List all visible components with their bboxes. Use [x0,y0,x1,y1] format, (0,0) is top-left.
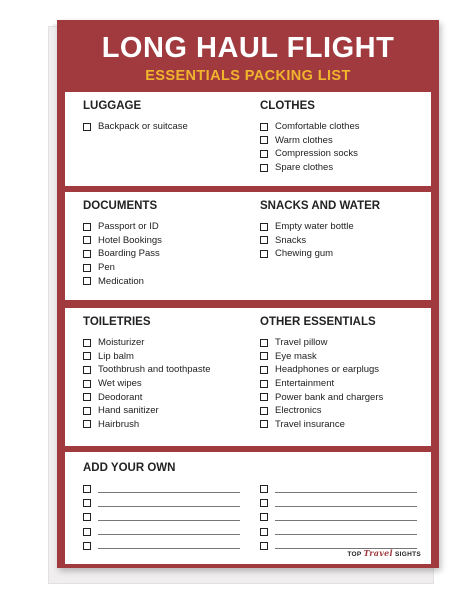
checkbox[interactable] [83,380,91,388]
write-in-line[interactable] [275,520,417,521]
checkbox[interactable] [260,136,268,144]
section-column [260,316,430,431]
checklist-item-label: Snacks [275,234,307,246]
section-panel [65,308,431,446]
checklist-item [83,274,255,288]
checklist-item [83,350,255,364]
section-column [83,100,255,134]
checklist-item [83,418,255,432]
checklist-item-label: Deodorant [98,391,143,403]
section-column [83,200,255,288]
section-panel [65,92,431,186]
checkbox[interactable] [83,513,91,521]
checkbox[interactable] [260,393,268,401]
checkbox[interactable] [260,150,268,158]
checklist-item-label: Comfortable clothes [275,121,360,133]
checkbox[interactable] [83,352,91,360]
checklist-item [83,220,255,234]
page-title: LONG HAUL FLIGHT [101,32,395,64]
brand-suffix: SIGHTS [395,551,421,558]
blank-checklist-row [260,510,430,524]
checklist-item-label: Travel pillow [275,337,328,349]
blank-checklist-row [260,482,430,496]
checkbox[interactable] [83,277,91,285]
checklist-item [83,120,255,134]
checkbox[interactable] [260,339,268,347]
blank-checklist-row [260,496,430,510]
checkbox[interactable] [83,223,91,231]
checkbox[interactable] [83,250,91,258]
brand-prefix: TOP [347,551,362,558]
checklist-item-label: Headphones or earplugs [275,364,380,376]
section-column [260,200,430,261]
blank-checklist-row [260,525,430,539]
checkbox[interactable] [83,339,91,347]
section-heading-add-your-own: ADD YOUR OWN [83,462,176,474]
checklist-item-label: Hairbrush [98,418,140,430]
blank-checklist-row [83,525,255,539]
blank-checklist-row [83,510,255,524]
checkbox[interactable] [260,420,268,428]
checklist-item [260,377,430,391]
section-column [260,100,430,174]
checklist-item-label: Spare clothes [275,162,334,174]
checkbox[interactable] [83,528,91,536]
checkbox[interactable] [83,264,91,272]
checklist-item-label: Boarding Pass [98,248,160,260]
checklist-item [83,377,255,391]
write-in-line[interactable] [275,492,417,493]
checklist-item-label: Warm clothes [275,134,333,146]
checklist-item [83,363,255,377]
checkbox[interactable] [260,352,268,360]
checkbox[interactable] [260,164,268,172]
checklist-item-label: Power bank and chargers [275,391,384,403]
checklist-item-label: Empty water bottle [275,221,354,233]
checklist-item-label: Chewing gum [275,248,334,260]
checkbox[interactable] [260,528,268,536]
checklist-item-label: Hotel Bookings [98,234,162,246]
checklist-item [83,261,255,275]
add-your-own-panel [65,452,431,564]
checkbox[interactable] [83,407,91,415]
checklist-item [83,247,255,261]
checkbox[interactable] [83,499,91,507]
checklist-item [83,336,255,350]
checkbox[interactable] [260,250,268,258]
write-in-line[interactable] [98,492,240,493]
write-in-line[interactable] [98,534,240,535]
checkbox[interactable] [260,513,268,521]
checklist-item-label: Passport or ID [98,221,159,233]
checklist-item-label: Lip balm [98,350,134,362]
checkbox[interactable] [83,366,91,374]
checklist-item [260,363,430,377]
checklist-item-label: Moisturizer [98,337,145,349]
checkbox[interactable] [83,393,91,401]
checkbox[interactable] [83,485,91,493]
checkbox[interactable] [260,223,268,231]
write-in-line[interactable] [98,520,240,521]
section-panel [65,192,431,300]
checklist-item-label: Pen [98,262,115,274]
checklist-item [260,404,430,418]
checkbox[interactable] [260,542,268,550]
page-subtitle: ESSENTIALS PACKING LIST [145,68,351,84]
checkbox[interactable] [260,407,268,415]
checkbox[interactable] [83,236,91,244]
section-heading: OTHER ESSENTIALS [260,316,376,328]
checklist-item-label: Hand sanitizer [98,405,159,417]
blank-checklist-row [83,539,255,553]
checklist-item [260,390,430,404]
checklist-item-label: Eye mask [275,350,317,362]
write-in-line[interactable] [275,506,417,507]
checklist-item [83,390,255,404]
checklist-item [83,234,255,248]
checklist-item [260,418,430,432]
checkbox[interactable] [260,499,268,507]
section-heading: SNACKS AND WATER [260,200,381,212]
write-in-line[interactable] [98,548,240,549]
checklist-item [260,350,430,364]
brand-logo [347,548,421,558]
section-column [83,316,255,431]
write-in-line[interactable] [275,534,417,535]
checklist-item [260,336,430,350]
section-heading: CLOTHES [260,100,315,112]
checklist-item [260,247,430,261]
blank-checklist-row [83,496,255,510]
checkbox[interactable] [260,485,268,493]
checklist-item [260,134,430,148]
checklist-item [83,404,255,418]
packing-list-notepad [57,20,439,568]
checklist-item [260,147,430,161]
checkbox[interactable] [83,542,91,550]
section-heading: LUGGAGE [83,100,142,112]
checkbox[interactable] [260,366,268,374]
checkbox[interactable] [83,123,91,131]
blank-checklist-row [83,482,255,496]
checklist-item-label: Wet wipes [98,378,142,390]
checkbox[interactable] [260,123,268,131]
checkbox[interactable] [260,380,268,388]
checklist-item-label: Entertainment [275,378,335,390]
checklist-item-label: Compression socks [275,148,358,160]
section-heading: DOCUMENTS [83,200,158,212]
checklist-item [260,234,430,248]
checklist-item-label: Backpack or suitcase [98,121,188,133]
checklist-item [260,120,430,134]
write-in-line[interactable] [98,506,240,507]
section-heading: TOILETRIES [83,316,151,328]
checklist-item [260,220,430,234]
checkbox[interactable] [260,236,268,244]
checkbox[interactable] [83,420,91,428]
checklist-item-label: Toothbrush and toothpaste [98,364,211,376]
checklist-item [260,161,430,175]
checklist-item-label: Medication [98,275,144,287]
checklist-item-label: Travel insurance [275,418,345,430]
checklist-item-label: Electronics [275,405,322,417]
brand-script: Travel [363,548,393,558]
